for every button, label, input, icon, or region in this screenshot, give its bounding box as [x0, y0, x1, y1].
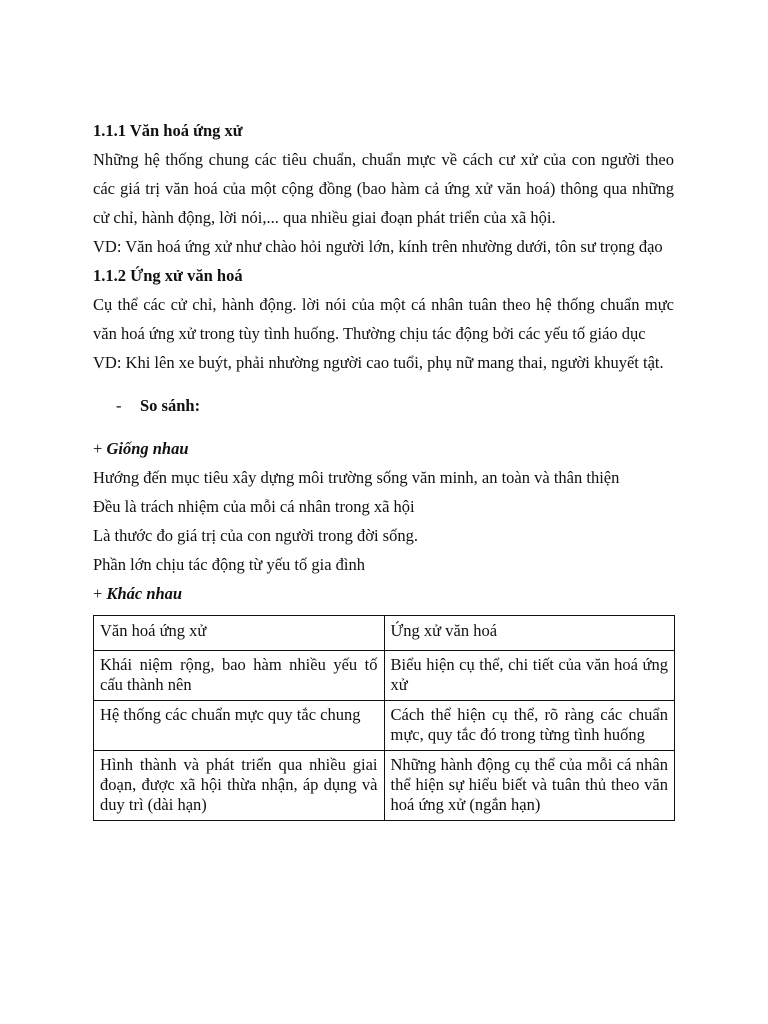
comparison-heading — [93, 391, 674, 420]
table-cell: Cách thể hiện cụ thể, rõ ràng các chuẩn mực, quy tắc đó trong từng tình huống — [384, 701, 675, 751]
definition-paragraph: Cụ thể các cử chỉ, hành động. lời nói của một cá nhân tuân theo hệ thống chuẩn mực văn hoá ứng xử trong tùy tình huống. Thường chịu tác động bởi các yếu tố giáo dục — [93, 295, 674, 343]
comparison-label: So sánh: — [140, 396, 201, 415]
table-cell: Biểu hiện cụ thể, chi tiết của văn hoá ứng xử — [384, 651, 675, 701]
table-header-cell: Ứng xử văn hoá — [384, 616, 675, 651]
similarity-item: Hướng đến mục tiêu xây dựng môi trường sống văn minh, an toàn và thân thiện — [93, 468, 620, 487]
plus-prefix: + — [93, 439, 107, 458]
table-row — [94, 751, 675, 821]
similarities-label: Giống nhau — [106, 439, 189, 458]
table-cell: Hình thành và phát triển qua nhiều giai đoạn, được xã hội thừa nhận, áp dụng và duy trì (dài hạn) — [94, 751, 385, 821]
similarity-item: Là thước đo giá trị của con người trong đời sống. — [93, 526, 418, 545]
table-row — [94, 701, 675, 751]
list-dash: - — [116, 396, 122, 415]
table-header-cell: Văn hoá ứng xử — [94, 616, 385, 651]
differences-label: Khác nhau — [106, 584, 183, 603]
plus-prefix: + — [93, 584, 107, 603]
section-heading-1-1-2: 1.1.2 Ứng xử văn hoá — [93, 266, 243, 285]
document-page — [93, 116, 674, 821]
similarities-heading — [93, 434, 674, 463]
table-cell: Khái niệm rộng, bao hàm nhiều yếu tố cấu thành nên — [94, 651, 385, 701]
table-row — [94, 651, 675, 701]
table-header-row — [94, 616, 675, 651]
similarity-item: Phần lớn chịu tác động từ yếu tố gia đình — [93, 555, 366, 574]
definition-paragraph: Những hệ thống chung các tiêu chuẩn, chuẩn mực về cách cư xử của con người theo các giá trị văn hoá của một cộng đồng (bao hàm cả ứng xử văn hoá) thông qua những cử chỉ, hành động, lời nói,... qua nhiều giai đoạn phát triển của xã hội. — [93, 150, 674, 227]
example-paragraph: VD: Văn hoá ứng xử như chào hỏi người lớn, kính trên nhường dưới, tôn sư trọng đạo — [93, 237, 663, 256]
differences-heading — [93, 579, 674, 608]
section-heading-1-1-1: 1.1.1 Văn hoá ứng xử — [93, 121, 243, 140]
comparison-table — [93, 615, 675, 821]
table-cell: Hệ thống các chuẩn mực quy tắc chung — [94, 701, 385, 751]
example-paragraph: VD: Khi lên xe buýt, phải nhường người cao tuổi, phụ nữ mang thai, người khuyết tật. — [93, 353, 664, 372]
similarity-item: Đều là trách nhiệm của mỗi cá nhân trong xã hội — [93, 497, 415, 516]
table-cell: Những hành động cụ thể của mỗi cá nhân thể hiện sự hiểu biết và tuân thủ theo văn hoá ứng xử (ngắn hạn) — [384, 751, 675, 821]
